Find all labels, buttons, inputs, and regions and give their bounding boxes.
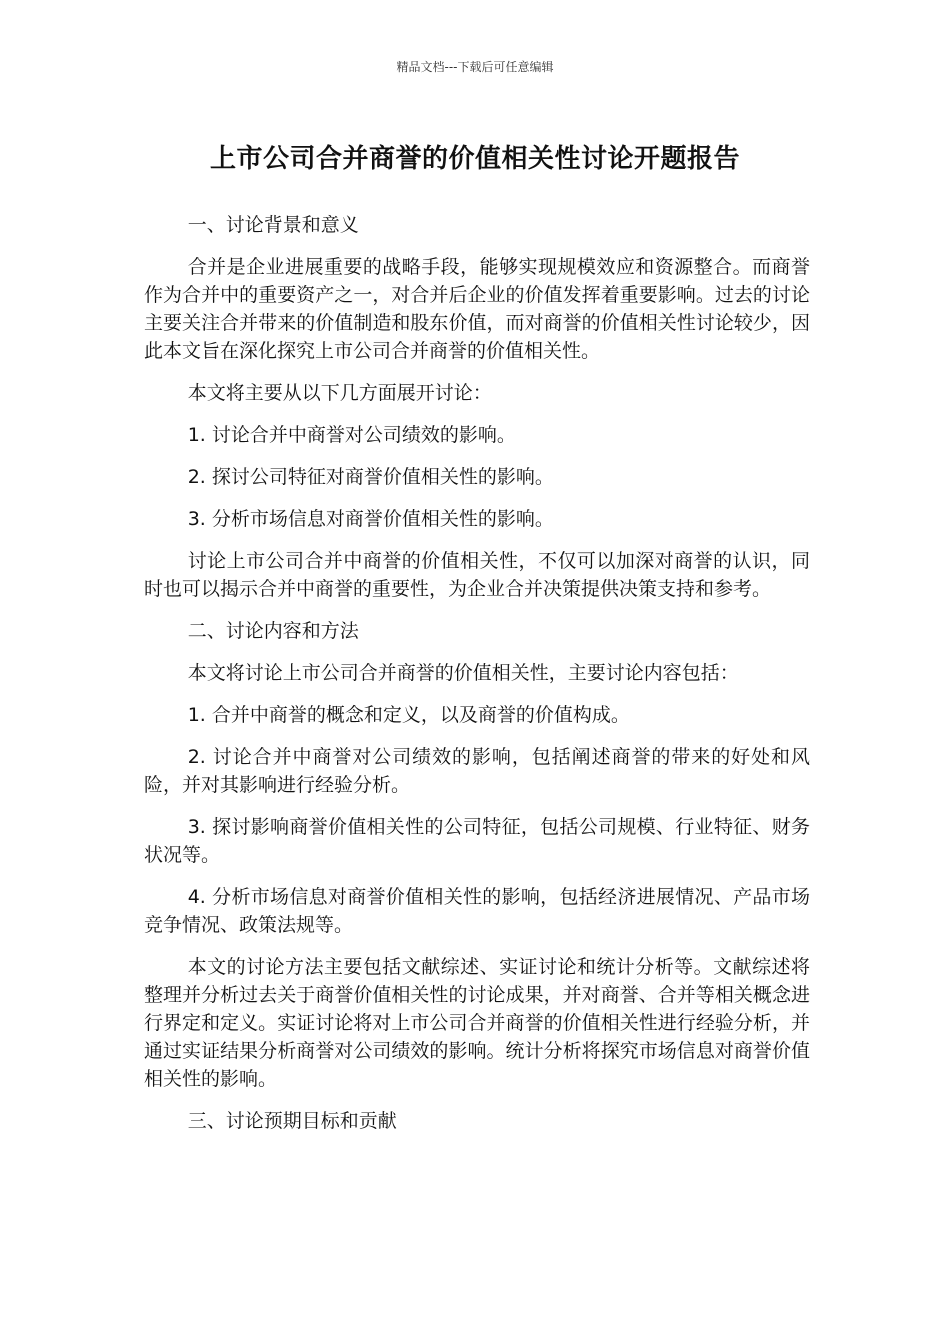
list-item-2: 2. 探讨公司特征对商誉价值相关性的影响。 [187,466,554,488]
paragraph-background: 合并是企业进展重要的战略手段，能够实现规模效应和资源整合。而商誉作为合并中的重要资产之一，对合并后企业的价值发挥着重要影响。过去的讨论主要关注合并带来的价值制造和股东价值，而对商誉的价值相关性讨论较少，因此本文旨在深化探究上市公司合并商誉的价值相关性。 [144,256,810,362]
paragraph-content-intro: 本文将讨论上市公司合并商誉的价值相关性，主要讨论内容包括： [187,662,739,684]
content-item-3: 3. 探讨影响商誉价值相关性的公司特征，包括公司规模、行业特征、财务状况等。 [144,816,810,866]
paragraph-intro-list: 本文将主要从以下几方面展开讨论： [187,382,492,404]
list-item-3: 3. 分析市场信息对商誉价值相关性的影响。 [187,508,554,530]
paragraph-methods: 本文的讨论方法主要包括文献综述、实证讨论和统计分析等。文献综述将整理并分析过去关于商誉价值相关性的讨论成果，并对商誉、合并等相关概念进行界定和定义。实证讨论将对上市公司合并商誉的价值相关性进行经验分析，并通过实证结果分析商誉对公司绩效的影响。统计分析将探究市场信息对商誉价值相关性的影响。 [144,956,810,1090]
section-heading-1: 一、讨论背景和意义 [187,214,359,236]
document-title: 上市公司合并商誉的价值相关性讨论开题报告 [209,144,740,174]
content-item-4: 4. 分析市场信息对商誉价值相关性的影响，包括经济进展情况、产品市场竞争情况、政策法规等。 [144,886,810,936]
document-body [144,211,810,1149]
section-heading-2: 二、讨论内容和方法 [187,620,359,642]
content-item-1: 1. 合并中商誉的概念和定义，以及商誉的价值构成。 [187,704,630,726]
list-item-1: 1. 讨论合并中商誉对公司绩效的影响。 [187,424,516,446]
content-item-2: 2. 讨论合并中商誉对公司绩效的影响，包括阐述商誉的带来的好处和风险，并对其影响进行经验分析。 [144,746,810,796]
section-heading-3: 三、讨论预期目标和贡献 [187,1110,397,1132]
paragraph-significance: 讨论上市公司合并中商誉的价值相关性，不仅可以加深对商誉的认识，同时也可以揭示合并中商誉的重要性，为企业合并决策提供决策支持和参考。 [144,550,810,600]
header-note: 精品文档---下载后可任意编辑 [396,60,554,74]
